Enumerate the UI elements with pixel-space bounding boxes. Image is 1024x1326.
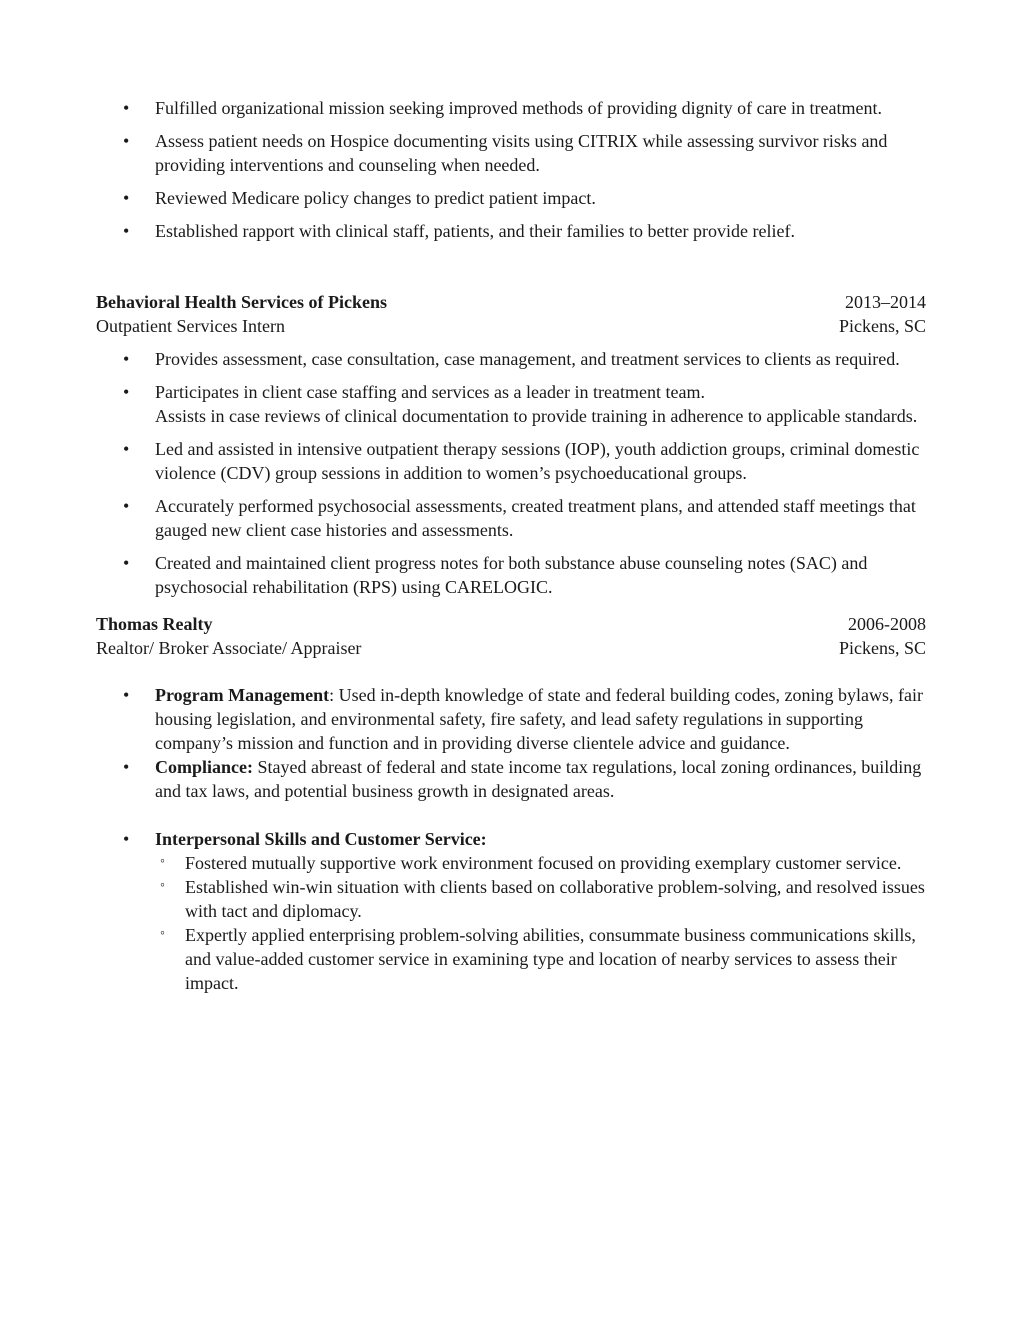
- list-item: [96, 380, 926, 428]
- job-dates: 2006-2008: [848, 614, 926, 634]
- list-item-compliance: [96, 755, 926, 803]
- job-behavioral-health: [96, 290, 926, 599]
- bullet-lead: Program Management: [155, 685, 330, 705]
- job-dates: 2013–2014: [845, 292, 926, 312]
- list-item: • Provides assessment, case consultation, case management, and treatment services to clients as required.: [96, 347, 926, 371]
- list-item-program-management: [96, 683, 926, 755]
- company-name: Thomas Realty: [96, 614, 213, 634]
- bullet-text: : Used in-depth knowledge of state and federal building codes, zoning bylaws, fair housing legislation, and environmental safety, fire safety, and lead safety regulations in supporting company’s mission and function and in providing diverse clientele advice and guidance.: [155, 685, 923, 753]
- list-item: • Established rapport with clinical staff, patients, and their families to better provide relief.: [96, 219, 926, 243]
- job-subheader: [96, 636, 926, 660]
- list-item: • Reviewed Medicare policy changes to predict patient impact.: [96, 186, 926, 210]
- job-location: Pickens, SC: [838, 638, 926, 658]
- list-item: • Fulfilled organizational mission seeking improved methods of providing dignity of care in treatment.: [96, 96, 926, 120]
- list-item-line: Participates in client case staffing and services as a leader in treatment team.: [155, 382, 705, 402]
- list-item: • Created and maintained client progress notes for both substance abuse counseling notes (SAC) and psychosocial rehabilitation (RPS) using CARELOGIC.: [96, 551, 926, 599]
- sub-list-item: ◦ Established win-win situation with clients based on collaborative problem-solving, and resolved issues with tact and diplomacy.: [155, 875, 926, 923]
- list-item-line: Assists in case reviews of clinical documentation to provide training in adherence to applicable standards.: [155, 406, 918, 426]
- job-title: Outpatient Services Intern: [96, 316, 285, 336]
- resume-content: [96, 96, 926, 995]
- job-bullets: [96, 347, 926, 599]
- list-item: • Accurately performed psychosocial assessments, created treatment plans, and attended staff meetings that gauged new client case histories and assessments.: [96, 494, 926, 542]
- job-header: [96, 612, 926, 636]
- job-location: Pickens, SC: [838, 316, 926, 336]
- bullet-text: Stayed abreast of federal and state income tax regulations, local zoning ordinances, building and tax laws, and potential business growth in designated areas.: [155, 757, 922, 801]
- previous-job-section: [96, 96, 926, 243]
- company-name: Behavioral Health Services of Pickens: [96, 292, 387, 312]
- sub-bullets: [155, 851, 926, 995]
- list-item: • Led and assisted in intensive outpatient therapy sessions (IOP), youth addiction groups, criminal domestic violence (CDV) group sessions in addition to women’s psychoeducational groups.: [96, 437, 926, 485]
- job-bullets: [96, 683, 926, 995]
- list-item: • Assess patient needs on Hospice documenting visits using CITRIX while assessing survivor risks and providing interventions and counseling when needed.: [96, 129, 926, 177]
- job-title: Realtor/ Broker Associate/ Appraiser: [96, 638, 362, 658]
- sub-list-item: ◦ Expertly applied enterprising problem-solving abilities, consummate business communications skills, and value-added customer service in examining type and location of nearby services to assess their impact.: [155, 923, 926, 995]
- previous-job-bullets: [96, 96, 926, 243]
- job-thomas-realty: [96, 612, 926, 995]
- bullet-lead: Compliance:: [155, 757, 253, 777]
- bullet-lead: Interpersonal Skills and Customer Service:: [155, 829, 487, 849]
- job-subheader: [96, 314, 926, 338]
- list-item-interpersonal: [96, 827, 926, 995]
- sub-list-item: ◦ Fostered mutually supportive work environment focused on providing exemplary customer service.: [155, 851, 926, 875]
- job-header: [96, 290, 926, 314]
